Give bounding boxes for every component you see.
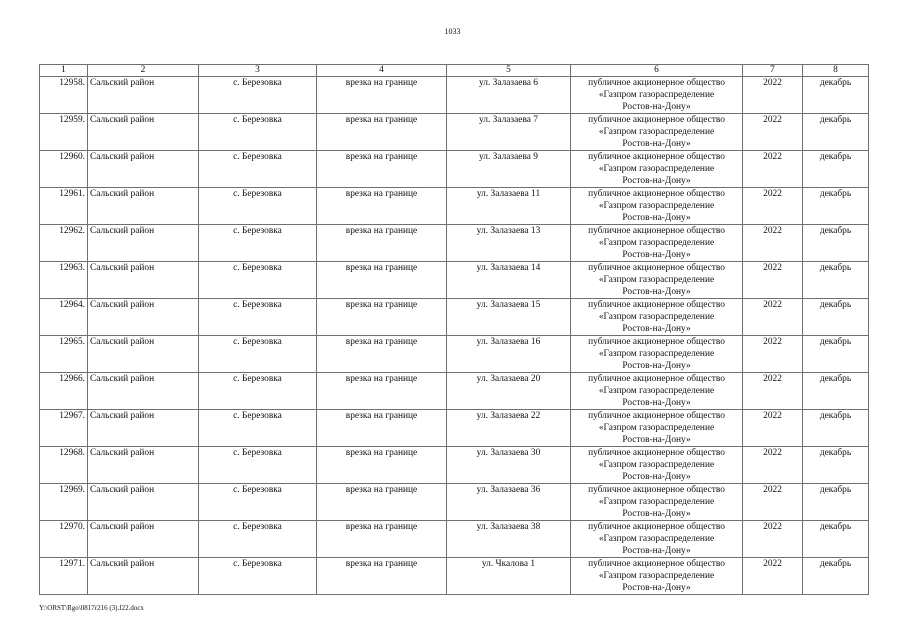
organization-line: «Газпром газораспределение: [598, 386, 715, 396]
organization-cell: [571, 336, 743, 373]
organization-line: «Газпром газораспределение: [598, 90, 715, 100]
organization-line: публичное акционерное общество: [588, 411, 725, 421]
district-cell: Сальский район: [88, 77, 199, 114]
district-cell: Сальский район: [88, 151, 199, 188]
work-type-cell: врезка на границе: [317, 299, 447, 336]
row-number: 12967.: [40, 410, 88, 447]
organization-cell: [571, 114, 743, 151]
organization-line: «Газпром газораспределение: [598, 275, 715, 285]
page-number: 1033: [444, 27, 461, 36]
column-header: 2: [88, 65, 199, 77]
organization-line: «Газпром газораспределение: [598, 571, 715, 581]
address-cell: ул. Залазаева 15: [447, 299, 571, 336]
organization-line: «Газпром газораспределение: [598, 238, 715, 248]
village-cell: с. Березовка: [199, 114, 317, 151]
table-row: [40, 77, 869, 114]
organization-line: Ростов-на-Дону»: [622, 102, 691, 112]
work-type-cell: врезка на границе: [317, 114, 447, 151]
work-type-cell: врезка на границе: [317, 484, 447, 521]
month-cell: декабрь: [803, 373, 869, 410]
address-cell: ул. Залазаева 7: [447, 114, 571, 151]
organization-line: Ростов-на-Дону»: [622, 176, 691, 186]
organization-line: «Газпром газораспределение: [598, 201, 715, 211]
row-number: 12968.: [40, 447, 88, 484]
organization-line: «Газпром газораспределение: [598, 349, 715, 359]
month-cell: декабрь: [803, 447, 869, 484]
organization-cell: [571, 77, 743, 114]
table-row: [40, 262, 869, 299]
organization-line: публичное акционерное общество: [588, 189, 725, 199]
address-cell: ул. Залазаева 22: [447, 410, 571, 447]
month-cell: декабрь: [803, 77, 869, 114]
row-number: 12961.: [40, 188, 88, 225]
organization-line: Ростов-на-Дону»: [622, 472, 691, 482]
district-cell: Сальский район: [88, 299, 199, 336]
row-number: 12971.: [40, 558, 88, 595]
month-cell: декабрь: [803, 336, 869, 373]
work-type-cell: врезка на границе: [317, 410, 447, 447]
district-cell: Сальский район: [88, 410, 199, 447]
document-file-path: Y:\ORST\Rgo\0817r216 (3).f22.docx: [39, 604, 144, 612]
organization-cell: [571, 410, 743, 447]
column-header: 3: [199, 65, 317, 77]
organization-line: публичное акционерное общество: [588, 78, 725, 88]
organization-line: «Газпром газораспределение: [598, 164, 715, 174]
work-type-cell: врезка на границе: [317, 188, 447, 225]
organization-line: «Газпром газораспределение: [598, 312, 715, 322]
row-number: 12969.: [40, 484, 88, 521]
table-row: [40, 225, 869, 262]
work-type-cell: врезка на границе: [317, 151, 447, 188]
table-row: [40, 151, 869, 188]
table-row: [40, 373, 869, 410]
month-cell: декабрь: [803, 521, 869, 558]
village-cell: с. Березовка: [199, 558, 317, 595]
table-row: [40, 447, 869, 484]
organization-line: «Газпром газораспределение: [598, 497, 715, 507]
address-cell: ул. Залазаева 13: [447, 225, 571, 262]
column-header: 6: [571, 65, 743, 77]
organization-line: публичное акционерное общество: [588, 337, 725, 347]
row-number: 12958.: [40, 77, 88, 114]
organization-line: Ростов-на-Дону»: [622, 139, 691, 149]
district-cell: Сальский район: [88, 447, 199, 484]
month-cell: декабрь: [803, 410, 869, 447]
village-cell: с. Березовка: [199, 410, 317, 447]
organization-line: публичное акционерное общество: [588, 300, 725, 310]
table-row: [40, 521, 869, 558]
organization-line: «Газпром газораспределение: [598, 534, 715, 544]
village-cell: с. Березовка: [199, 225, 317, 262]
organization-line: публичное акционерное общество: [588, 448, 725, 458]
organization-line: публичное акционерное общество: [588, 263, 725, 273]
organization-cell: [571, 151, 743, 188]
column-header: 8: [803, 65, 869, 77]
organization-line: «Газпром газораспределение: [598, 460, 715, 470]
organization-line: публичное акционерное общество: [588, 115, 725, 125]
year-cell: 2022: [743, 114, 803, 151]
organization-line: Ростов-на-Дону»: [622, 546, 691, 556]
organization-line: публичное акционерное общество: [588, 152, 725, 162]
organization-line: Ростов-на-Дону»: [622, 213, 691, 223]
address-cell: ул. Залазаева 36: [447, 484, 571, 521]
work-type-cell: врезка на границе: [317, 77, 447, 114]
column-header: 7: [743, 65, 803, 77]
village-cell: с. Березовка: [199, 373, 317, 410]
year-cell: 2022: [743, 188, 803, 225]
work-type-cell: врезка на границе: [317, 373, 447, 410]
work-type-cell: врезка на границе: [317, 521, 447, 558]
organization-line: Ростов-на-Дону»: [622, 398, 691, 408]
district-cell: Сальский район: [88, 484, 199, 521]
address-cell: ул. Залазаева 9: [447, 151, 571, 188]
year-cell: 2022: [743, 373, 803, 410]
district-cell: Сальский район: [88, 558, 199, 595]
row-number: 12962.: [40, 225, 88, 262]
year-cell: 2022: [743, 521, 803, 558]
address-cell: ул. Залазаева 16: [447, 336, 571, 373]
organization-cell: [571, 447, 743, 484]
row-number: 12964.: [40, 299, 88, 336]
year-cell: 2022: [743, 299, 803, 336]
month-cell: декабрь: [803, 299, 869, 336]
village-cell: с. Березовка: [199, 299, 317, 336]
organization-line: публичное акционерное общество: [588, 522, 725, 532]
table-row: [40, 484, 869, 521]
organization-line: Ростов-на-Дону»: [622, 509, 691, 519]
year-cell: 2022: [743, 410, 803, 447]
organization-cell: [571, 521, 743, 558]
month-cell: декабрь: [803, 262, 869, 299]
work-type-cell: врезка на границе: [317, 336, 447, 373]
year-cell: 2022: [743, 225, 803, 262]
organization-line: публичное акционерное общество: [588, 485, 725, 495]
year-cell: 2022: [743, 558, 803, 595]
month-cell: декабрь: [803, 114, 869, 151]
row-number: 12966.: [40, 373, 88, 410]
village-cell: с. Березовка: [199, 336, 317, 373]
table-row: [40, 114, 869, 151]
organization-cell: [571, 299, 743, 336]
village-cell: с. Березовка: [199, 188, 317, 225]
district-cell: Сальский район: [88, 373, 199, 410]
work-type-cell: врезка на границе: [317, 558, 447, 595]
organization-cell: [571, 558, 743, 595]
organization-line: Ростов-на-Дону»: [622, 324, 691, 334]
year-cell: 2022: [743, 447, 803, 484]
table-row: [40, 558, 869, 595]
month-cell: декабрь: [803, 151, 869, 188]
address-cell: ул. Залазаева 38: [447, 521, 571, 558]
village-cell: с. Березовка: [199, 521, 317, 558]
organization-line: публичное акционерное общество: [588, 226, 725, 236]
table-row: [40, 336, 869, 373]
table-row: [40, 410, 869, 447]
year-cell: 2022: [743, 336, 803, 373]
organization-cell: [571, 188, 743, 225]
address-cell: ул. Залазаева 11: [447, 188, 571, 225]
district-cell: Сальский район: [88, 114, 199, 151]
month-cell: декабрь: [803, 225, 869, 262]
village-cell: с. Березовка: [199, 77, 317, 114]
organization-line: Ростов-на-Дону»: [622, 583, 691, 593]
column-header: 1: [40, 65, 88, 77]
organization-cell: [571, 373, 743, 410]
organization-line: Ростов-на-Дону»: [622, 361, 691, 371]
district-cell: Сальский район: [88, 336, 199, 373]
village-cell: с. Березовка: [199, 151, 317, 188]
row-number: 12965.: [40, 336, 88, 373]
year-cell: 2022: [743, 77, 803, 114]
column-header: 4: [317, 65, 447, 77]
district-cell: Сальский район: [88, 262, 199, 299]
organization-line: публичное акционерное общество: [588, 559, 725, 569]
organization-line: публичное акционерное общество: [588, 374, 725, 384]
organization-line: Ростов-на-Дону»: [622, 287, 691, 297]
row-number: 12960.: [40, 151, 88, 188]
village-cell: с. Березовка: [199, 484, 317, 521]
year-cell: 2022: [743, 262, 803, 299]
organization-cell: [571, 484, 743, 521]
year-cell: 2022: [743, 151, 803, 188]
address-cell: ул. Залазаева 14: [447, 262, 571, 299]
table-row: [40, 188, 869, 225]
work-type-cell: врезка на границе: [317, 225, 447, 262]
work-type-cell: врезка на границе: [317, 447, 447, 484]
month-cell: декабрь: [803, 484, 869, 521]
work-type-cell: врезка на границе: [317, 262, 447, 299]
table-row: [40, 299, 869, 336]
row-number: 12959.: [40, 114, 88, 151]
month-cell: декабрь: [803, 558, 869, 595]
organization-cell: [571, 262, 743, 299]
address-cell: ул. Залазаева 30: [447, 447, 571, 484]
village-cell: с. Березовка: [199, 262, 317, 299]
table-header-row: [40, 65, 869, 77]
organization-line: Ростов-на-Дону»: [622, 435, 691, 445]
organization-cell: [571, 225, 743, 262]
address-cell: ул. Залазаева 6: [447, 77, 571, 114]
district-cell: Сальский район: [88, 521, 199, 558]
row-number: 12963.: [40, 262, 88, 299]
month-cell: декабрь: [803, 188, 869, 225]
gas-connection-table: [39, 64, 869, 595]
row-number: 12970.: [40, 521, 88, 558]
organization-line: Ростов-на-Дону»: [622, 250, 691, 260]
address-cell: ул. Чкалова 1: [447, 558, 571, 595]
district-cell: Сальский район: [88, 188, 199, 225]
village-cell: с. Березовка: [199, 447, 317, 484]
year-cell: 2022: [743, 484, 803, 521]
organization-line: «Газпром газораспределение: [598, 127, 715, 137]
district-cell: Сальский район: [88, 225, 199, 262]
organization-line: «Газпром газораспределение: [598, 423, 715, 433]
column-header: 5: [447, 65, 571, 77]
address-cell: ул. Залазаева 20: [447, 373, 571, 410]
